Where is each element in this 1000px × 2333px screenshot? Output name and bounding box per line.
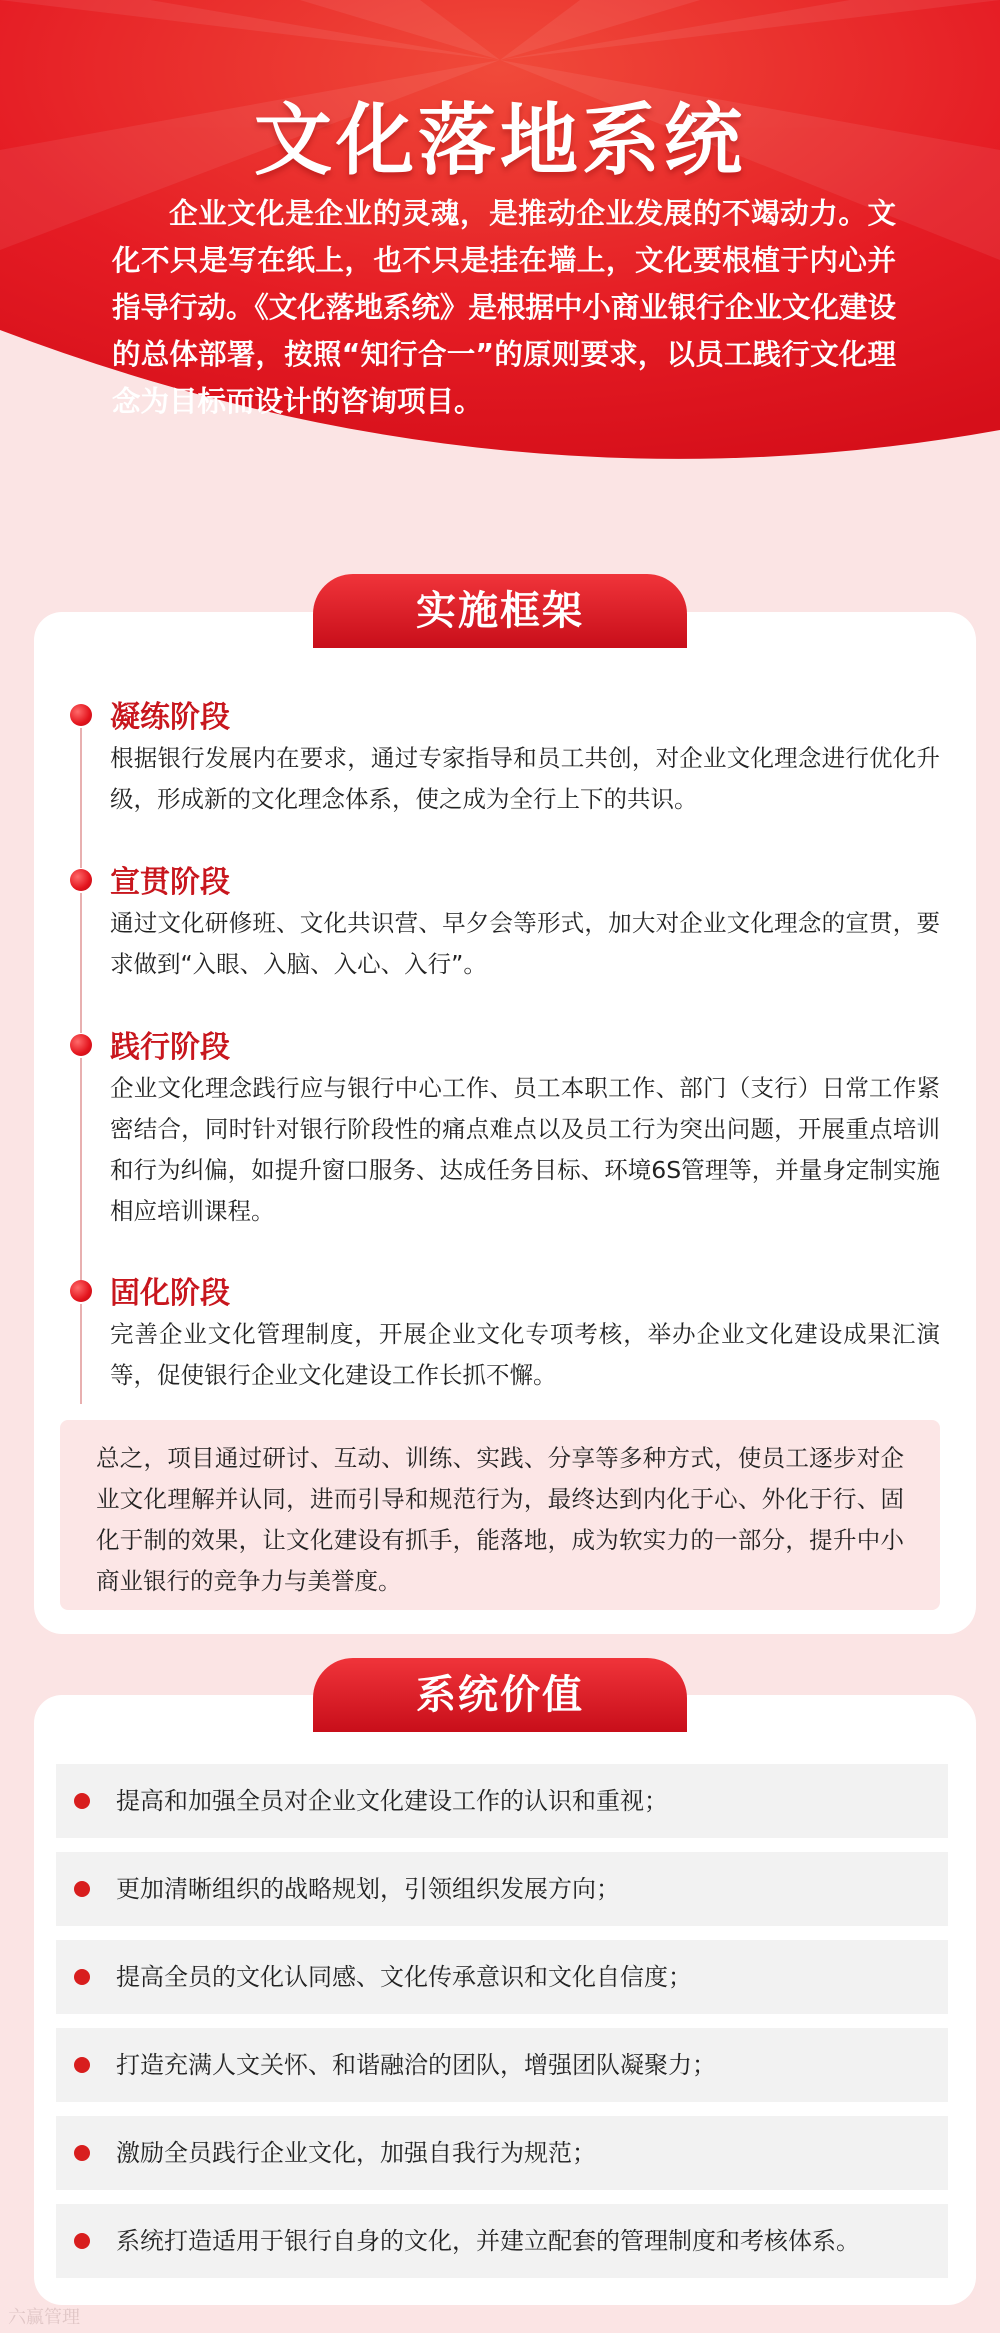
bullet-icon <box>74 1793 90 1809</box>
stage-description: 完善企业文化管理制度，开展企业文化专项考核，举办企业文化建设成果汇演等，促使银行企业文化建设工作长抓不懈。 <box>110 1320 940 1389</box>
value-text: 系统打造适用于银行自身的文化，并建立配套的管理制度和考核体系。 <box>116 2227 860 2255</box>
stage-title: 固化阶段 <box>110 1276 230 1311</box>
value-item <box>56 2028 948 2102</box>
stage-timeline <box>80 1304 82 1404</box>
intro-paragraph: 企业文化是企业的灵魂，是推动企业发展的不竭动力。文化不只是写在纸上，也不只是挂在墙上，文化要根植于内心并指导行动。《文化落地系统》是根据中小商业银行企业文化建设的总体部署，按照“知行合一”的原则要求，以员工践行文化理念为目标而设计的咨询项目。 <box>112 197 896 418</box>
value-text: 打造充满人文关怀、和谐融洽的团队，增强团队凝聚力； <box>116 2051 716 2079</box>
stage-timeline <box>80 1058 82 1280</box>
value-text: 激励全员践行企业文化，加强自我行为规范； <box>116 2139 596 2167</box>
value-item <box>56 1940 948 2014</box>
stage-dot-icon <box>70 869 92 891</box>
hero-banner <box>0 0 1000 540</box>
page-title: 文化落地系统 <box>253 95 746 186</box>
stage-title: 践行阶段 <box>110 1030 230 1065</box>
summary-box: 总之，项目通过研讨、互动、训练、实践、分享等多种方式，使员工逐步对企业文化理解并认同，进而引导和规范行为，最终达到内化于心、外化于行、固化于制的效果，让文化建设有抓手，能落地，成为软实力的一部分，提升中小商业银行的竞争力与美誉度。 <box>60 1420 940 1610</box>
framework-heading: 实施框架 <box>313 574 687 648</box>
value-item <box>56 1764 948 1838</box>
stage-dot-icon <box>70 704 92 726</box>
stage-timeline <box>80 893 82 1033</box>
stage-dot-icon <box>70 1280 92 1302</box>
values-heading: 系统价值 <box>313 1658 687 1732</box>
bullet-icon <box>74 2145 90 2161</box>
value-text: 更加清晰组织的战略规划，引领组织发展方向； <box>116 1875 620 1903</box>
bullet-icon <box>74 1969 90 1985</box>
value-text: 提高全员的文化认同感、文化传承意识和文化自信度； <box>116 1963 692 1991</box>
stage-dot-icon <box>70 1034 92 1056</box>
value-item <box>56 2204 948 2278</box>
stage-title: 宣贯阶段 <box>110 865 230 900</box>
watermark: 六赢管理 <box>8 2307 80 2328</box>
stage-description: 通过文化研修班、文化共识营、早夕会等形式，加大对企业文化理念的宣贯，要求做到“入眼、入脑、入心、入行”。 <box>110 909 940 978</box>
value-item <box>56 1852 948 1926</box>
stage-description: 企业文化理念践行应与银行中心工作、员工本职工作、部门（支行）日常工作紧密结合，同时针对银行阶段性的痛点难点以及员工行为突出问题，开展重点培训和行为纠偏，如提升窗口服务、达成任务目标、环境6S管理等，并量身定制实施相应培训课程。 <box>110 1074 940 1225</box>
bullet-icon <box>74 1881 90 1897</box>
stage-timeline <box>80 728 82 868</box>
value-item <box>56 2116 948 2190</box>
value-text: 提高和加强全员对企业文化建设工作的认识和重视； <box>116 1787 668 1815</box>
bullet-icon <box>74 2233 90 2249</box>
stage-title: 凝练阶段 <box>110 700 230 735</box>
bullet-icon <box>74 2057 90 2073</box>
stage-description: 根据银行发展内在要求，通过专家指导和员工共创，对企业文化理念进行优化升级，形成新的文化理念体系，使之成为全行上下的共识。 <box>110 744 940 813</box>
